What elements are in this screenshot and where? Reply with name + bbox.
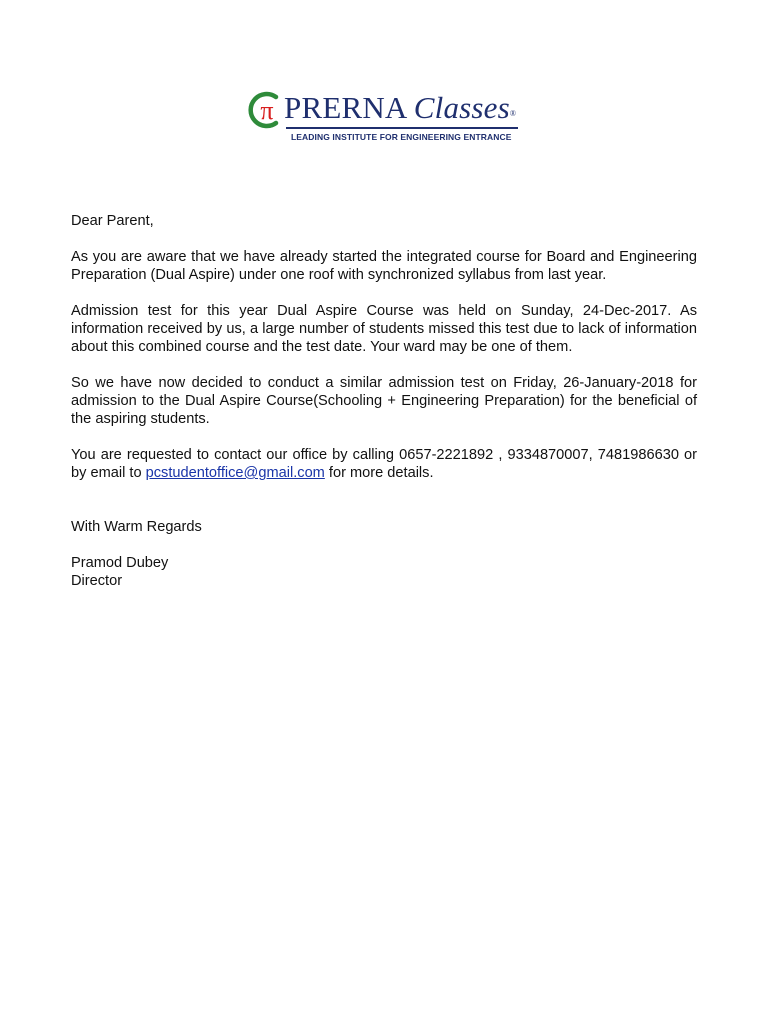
brand-name: [284, 90, 516, 126]
registered-mark: ®: [509, 109, 517, 118]
closing: With Warm Regards: [71, 519, 202, 535]
paragraph-previous-test: Admission test for this year Dual Aspire Course was held on Sunday, 24-Dec-2017. As information received by us, a large number of students missed this test due to lack of information about this combined course and the test date. Your ward may be one of them.: [71, 303, 697, 355]
paragraph-intro: As you are aware that we have already started the integrated course for Board and Engineering Preparation (Dual Aspire) under one roof with synchronized syllabus from last year.: [71, 249, 697, 283]
signatory-name: Pramod Dubey: [71, 555, 169, 571]
pi-circle-logo-icon: [246, 90, 286, 130]
contact-text-end: for more details.: [324, 465, 434, 481]
signatory-title: Director: [71, 573, 123, 589]
letter-body: [71, 212, 697, 590]
email-link[interactable]: pcstudentoffice@gmail.com: [145, 465, 325, 481]
greeting: Dear Parent,: [71, 213, 154, 229]
brand-tagline: LEADING INSTITUTE FOR ENGINEERING ENTRANCE: [291, 132, 512, 142]
paragraph-new-test: So we have now decided to conduct a similar admission test on Friday, 26-January-2018 for admission to the Dual Aspire Course(Schooling + Engineering Preparation) for the beneficial of the aspiring students.: [71, 375, 697, 427]
brand-suffix: Classes: [413, 90, 510, 125]
brand-prefix: PRERNA: [284, 90, 406, 125]
svg-text:π: π: [260, 96, 274, 125]
contact-text: You are requested to contact our office by calling 0657-2221892 , 9334870007, 7481986630 or by email to: [71, 447, 697, 481]
brand-divider: [286, 127, 518, 129]
letterhead: [244, 88, 524, 148]
paragraph-contact: [71, 446, 697, 482]
